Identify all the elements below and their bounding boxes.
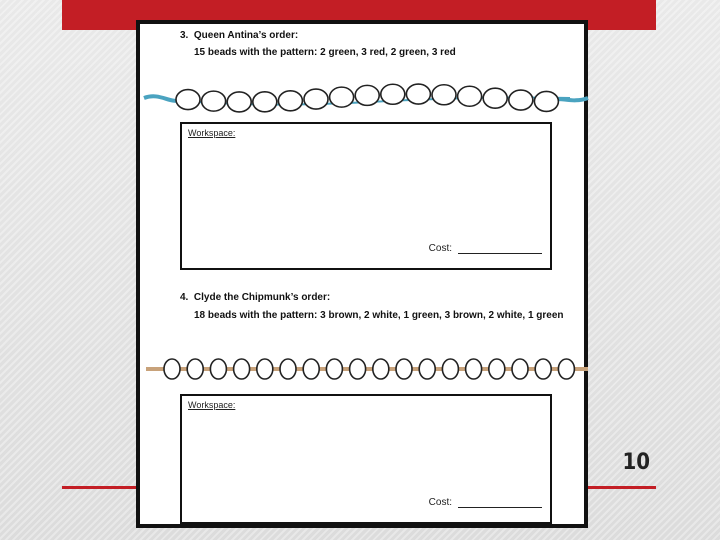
bead: [458, 86, 482, 106]
workspace-label: Workspace:: [188, 400, 236, 410]
bead: [326, 359, 342, 379]
workspace-box-4[interactable]: [180, 394, 552, 524]
bead: [330, 87, 354, 107]
bead: [535, 359, 551, 379]
bead: [355, 85, 379, 105]
bead: [304, 89, 328, 109]
bead: [442, 359, 458, 379]
bead: [176, 90, 200, 110]
question-4-title: 4. Clyde the Chipmunk’s order:: [180, 292, 331, 303]
bead: [210, 359, 226, 379]
bead: [381, 84, 405, 104]
bead-strand-3: [140, 78, 592, 122]
bead: [253, 92, 277, 112]
bead: [396, 359, 412, 379]
worksheet-image: [136, 20, 588, 528]
bead: [489, 359, 505, 379]
bead: [227, 92, 251, 112]
bead: [373, 359, 389, 379]
bead: [558, 359, 574, 379]
bead: [202, 91, 226, 111]
bead: [466, 359, 482, 379]
workspace-box-3[interactable]: [180, 122, 552, 270]
bead: [534, 91, 558, 111]
bead: [432, 85, 456, 105]
question-3-description: 15 beads with the pattern: 2 green, 3 red, 2 green, 3 red: [194, 47, 456, 58]
bead: [187, 359, 203, 379]
cost-label: Cost:: [428, 243, 452, 254]
workspace-label: Workspace:: [188, 128, 236, 138]
bead: [483, 88, 507, 108]
bead: [257, 359, 273, 379]
slide-number: 10: [622, 450, 650, 475]
cost-blank-line[interactable]: [458, 243, 542, 254]
bead: [164, 359, 180, 379]
bead: [350, 359, 366, 379]
bead: [280, 359, 296, 379]
bead: [419, 359, 435, 379]
cost-label: Cost:: [428, 497, 452, 508]
question-3-title: 3. Queen Antina’s order:: [180, 30, 299, 41]
bead: [512, 359, 528, 379]
cost-blank-line[interactable]: [458, 497, 542, 508]
question-4-description: 18 beads with the pattern: 3 brown, 2 white, 1 green, 3 brown, 2 white, 1 green: [194, 310, 564, 321]
bead: [406, 84, 430, 104]
bead: [278, 91, 302, 111]
bead: [303, 359, 319, 379]
bead-strand-4: [140, 352, 592, 386]
bead: [234, 359, 250, 379]
bead: [509, 90, 533, 110]
cost-field[interactable]: [429, 497, 542, 508]
cost-field[interactable]: [429, 243, 542, 254]
